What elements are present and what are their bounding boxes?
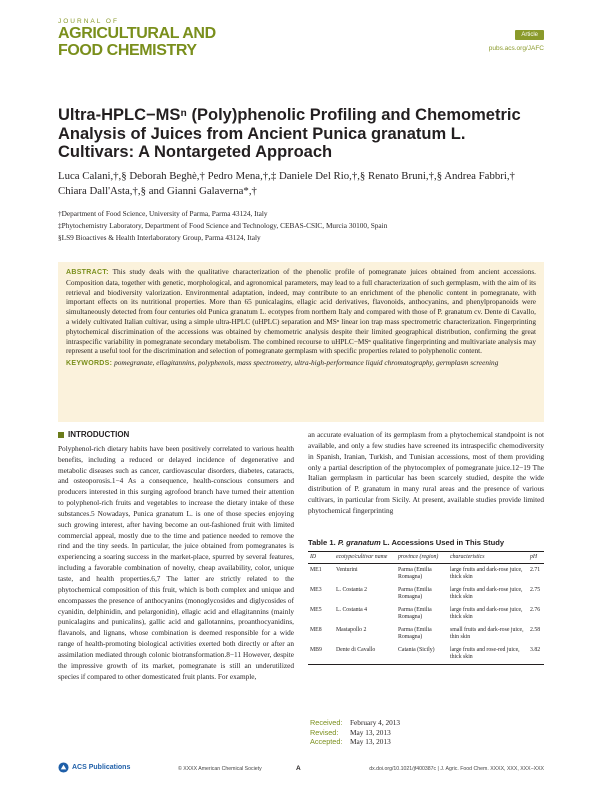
table-cell: MB9 bbox=[308, 644, 334, 665]
table-cell: ME8 bbox=[310, 627, 322, 633]
table-cell: ME3 bbox=[310, 587, 322, 593]
revised-date-row bbox=[310, 728, 400, 738]
received-date-row bbox=[310, 718, 400, 728]
table-cell: large fruits and dark-rose juice, thick skin bbox=[450, 587, 523, 600]
abstract-label: ABSTRACT: bbox=[66, 269, 109, 276]
journal-logo-line2: AGRICULTURAL AND bbox=[58, 25, 216, 42]
article-dates bbox=[310, 718, 400, 747]
table-cell: Venturini bbox=[336, 567, 358, 573]
table-header-cell: pH bbox=[528, 552, 544, 564]
accepted-label: Accepted: bbox=[310, 737, 343, 746]
journal-url-link[interactable]: pubs.acs.org/JAFC bbox=[488, 45, 544, 52]
journal-logo-line3: FOOD CHEMISTRY bbox=[58, 42, 197, 59]
keywords-line bbox=[66, 358, 536, 369]
received-label: Received: bbox=[310, 718, 343, 727]
accepted-date-row bbox=[310, 737, 400, 747]
abstract-box bbox=[58, 262, 544, 422]
left-column bbox=[58, 430, 294, 682]
table-cell: large fruits and dark-rose juice, thick skin bbox=[450, 607, 523, 620]
table-row bbox=[308, 564, 544, 585]
table-cell: large fruits and rose-red juice, thick skin bbox=[448, 644, 528, 665]
table-header-cell: characteristics bbox=[448, 552, 528, 564]
revised-label: Revised: bbox=[310, 727, 339, 737]
table-cell: Catania (Sicily) bbox=[396, 644, 448, 665]
keywords-label: KEYWORDS: bbox=[66, 360, 113, 368]
accessions-table bbox=[308, 551, 544, 665]
keywords-list: pomegranate, ellagitannins, polyphenols, mass spectrometry, ultra-high-performance liquid chromatography, germplasm screening bbox=[114, 358, 499, 368]
table-caption-suffix: L. Accessions Used in This Study bbox=[382, 538, 505, 547]
doi-link[interactable]: dx.doi.org/10.1021/jf400387c | J. Agric. Food Chem. XXXX, XXX, XXX−XXX bbox=[369, 766, 544, 772]
table-header-cell: ID bbox=[308, 552, 334, 564]
author-list: Luca Calani,†,§ Deborah Beghè,† Pedro Mena,†,‡ Daniele Del Rio,†,§ Renato Bruni,†,§ Andrea Fabbri,† Chiara Dall'Asta,†,§ and Gianni Galaverna*,† bbox=[58, 170, 515, 197]
affiliation-2: ‡Phytochemistry Laboratory, Department of Food Science and Technology, CEBAS-CSIC, Murcia 30100, Spain bbox=[58, 221, 388, 230]
table-caption bbox=[308, 538, 544, 547]
acs-publications-label: ACS Publications bbox=[72, 764, 131, 771]
table-cell: Parma (Emilia Romagna) bbox=[398, 607, 432, 620]
table-cell: Parma (Emilia Romagna) bbox=[398, 567, 432, 580]
table-cell: L. Costanta 4 bbox=[336, 607, 368, 613]
table-caption-genus: P. granatum bbox=[337, 538, 381, 547]
table-cell: large fruits and dark-rose juice, thick skin bbox=[450, 567, 523, 580]
table-row bbox=[308, 584, 544, 604]
intro-heading-text: INTRODUCTION bbox=[68, 430, 130, 439]
table-row bbox=[308, 644, 544, 665]
table-cell: small fruits and dark-rose juice, thin skin bbox=[450, 627, 524, 640]
right-column bbox=[308, 430, 544, 517]
article-type-badge: Article bbox=[515, 30, 544, 40]
table-header-cell: province (region) bbox=[396, 552, 448, 564]
article-title: Ultra-HPLC−MSⁿ (Poly)phenolic Profiling and Chemometric Analysis of Juices from Ancient Punica granatum L. Cultivars: A Nontargeted Approach bbox=[58, 106, 521, 161]
page-footer bbox=[58, 762, 544, 776]
table-cell: L. Costanta 2 bbox=[336, 587, 368, 593]
journal-logo-line1: JOURNAL OF bbox=[58, 18, 119, 25]
copyright-notice: © XXXX American Chemical Society bbox=[178, 766, 262, 772]
intro-heading bbox=[58, 430, 294, 441]
table-header-cell: ecotype/cultivar name bbox=[334, 552, 396, 564]
accepted-date: May 13, 2013 bbox=[350, 737, 391, 746]
table-caption-prefix: Table 1. bbox=[308, 538, 336, 547]
table-cell: 3.82 bbox=[528, 644, 544, 665]
table-row bbox=[308, 624, 544, 644]
right-column-paragraph: an accurate evaluation of its germplasm from a phytochemical standpoint is not available, and only a few studies have screened its intraspecific chemodiversity in Spanish, Iranian, Turkish, and Tunisian accessions, most of them providing only a partial description of the phytocomplex of pomegranate juice.12−19 The Italian germplasm in particular has been scarcely studied, despite the wide distribution of P. granatum in many rural areas and the presence of various cultivars, in particular from Sicily. At present, available studies provide limited phytochemical fingerprinting bbox=[308, 430, 544, 515]
journal-logo bbox=[58, 18, 278, 59]
table-cell: 2.75 bbox=[530, 587, 541, 593]
abstract-text: This study deals with the qualitative characterization of the phenolic profile of pomegranate juices obtained from ancient accessions. Composition data, together with genetic, morphological, and agronomical parameters, may lead to a full characterization of such germplasm, with the aim of its retrieval and biodiversity valorization. Environmental adaptation, indeed, may contribute to an enrichment of the phenolic content in pomegranate, with important effects on its nutritional properties. More than 65 punicalagins, ellagic acid derivatives, flavonoids, anthocyanins, and phenylpropanoids were simultaneously detected from four centuries old Punica granatum L. ecotypes from northern Italy and compared with those of P. granatum cv. Dente di Cavallo, a widely cultivated Italian cultivar, using a simple ultra-HPLC (uHPLC) separation and MSⁿ linear ion trap mass spectrometric characterization. Fingerprinting phytochemical discrimination of the accessions was obtained by chemometric analysis despite their limited geographical distribution, confirming the great intraspecific variability in pomegranate secondary metabolism. The combined recourse to uHPLC−MSⁿ qualitative fingerprinting and multivariate analysis may represent a useful tool for the discrimination and selection of pomegranate germplasm with specific properties related to polyphenolic content. bbox=[66, 267, 536, 356]
table-header-row bbox=[308, 552, 544, 564]
table-cell: 2.71 bbox=[530, 567, 541, 573]
revised-date: May 13, 2013 bbox=[350, 727, 391, 737]
table-cell: ME5 bbox=[310, 607, 322, 613]
page-number: A bbox=[296, 765, 301, 772]
table-cell: Parma (Emilia Romagna) bbox=[398, 627, 432, 640]
table-row bbox=[308, 604, 544, 624]
intro-paragraph: Polyphenol-rich dietary habits have been positively correlated to various health benefits, including a reduced or delayed incidence of degenerative and metabolic diseases such as cancer, cardiovascular disorders, diabetes, cataracts, and osteoporosis.1−4 As a consequence, health-conscious consumers and producers interested in this surging agrofood branch have turned their attention to polyphenol-rich fruits and vegetables to increase the dietary intake of these substances.5 Nowadays, Punica granatum L. is one of those species enjoying such growing interest, after having become an out-fashioned fruit with limited commercial appeal, mostly due to the time and patience needed to remove the rind and the tiny seeds. In particular, the juice obtained from pomegranates is experiencing a soaring success in the market-place, spurred by several features, including a favorable combination of novelty, cheap availability, color, unique taste, and health properties.6,7 The latter are strictly related to the phytochemical composition of this fruit, which is both complex and unique and encompasses the presence of anthocyanins (monoglycosides and diglycosides of cyanidin, delphinidin, and pelargonidin), ellagic acid and ellagitannins (mainly punicalagins and punicalins), gallic acid and gallotannins, proanthocyanidins, flavanols, and lignans, whose combination is deemed responsible for a wide range of health-promoting biological activities exerted both directly or after an assimilation mediated through colonic biotransformation.8−11 However, despite the impressive growth of its market, pomegranate is still an underutilized species if compared to other domesticated fruit plants. For example, bbox=[58, 443, 294, 681]
affiliation-1: †Department of Food Science, University of Parma, Parma 43124, Italy bbox=[58, 209, 268, 218]
acs-publications-logo[interactable] bbox=[58, 762, 130, 773]
section-bullet-icon bbox=[58, 432, 64, 438]
table-cell: Dente di Cavallo bbox=[334, 644, 396, 665]
acs-logo-icon bbox=[58, 762, 69, 773]
table-cell: ME1 bbox=[310, 567, 322, 573]
table-cell: 2.58 bbox=[530, 627, 541, 633]
affiliation-3: §LS9 Bioactives & Health Interlaboratory Group, Parma 43124, Italy bbox=[58, 233, 261, 242]
table-cell: 2.76 bbox=[530, 607, 541, 613]
table-cell: Parma (Emilia Romagna) bbox=[398, 587, 432, 600]
received-date: February 4, 2013 bbox=[350, 718, 401, 727]
table-cell: Mastapollo 2 bbox=[336, 627, 367, 633]
